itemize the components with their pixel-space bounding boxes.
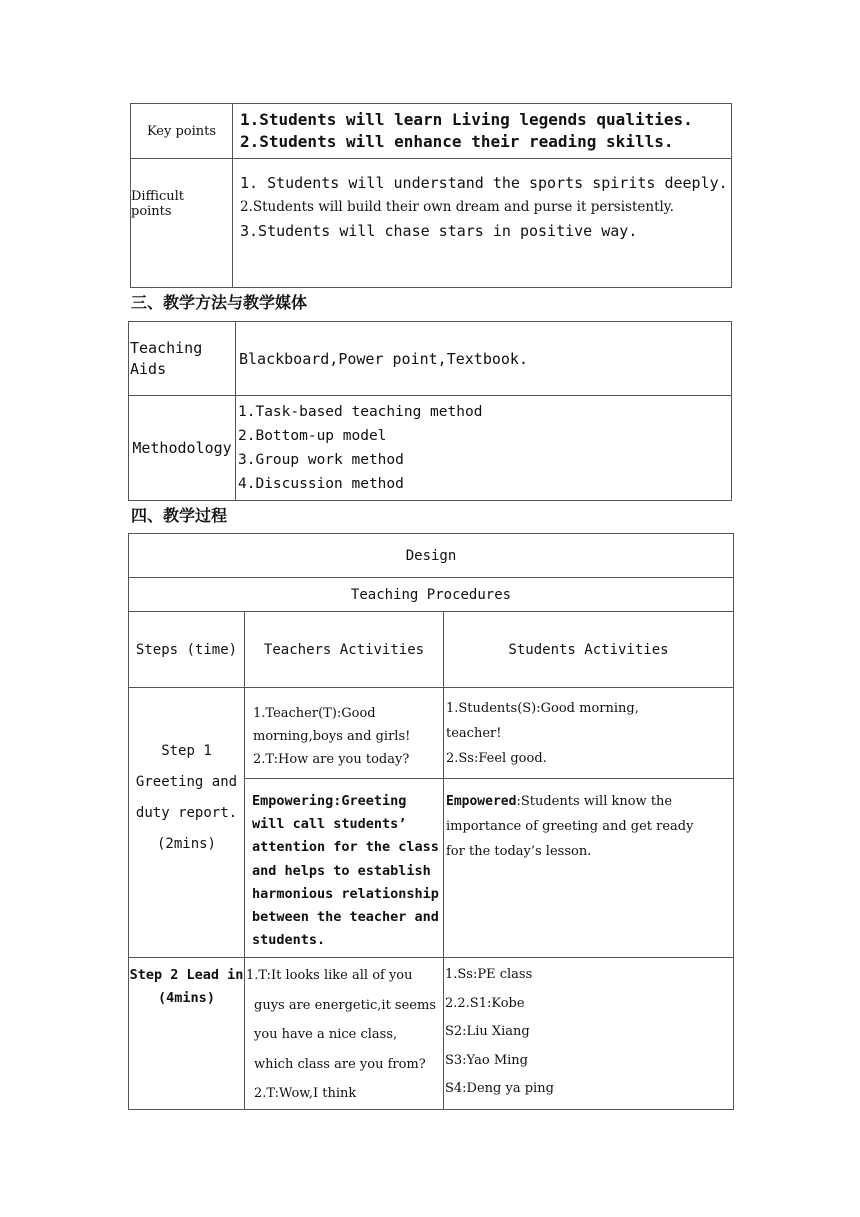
step1-empowering: Empowering:Greeting will call students’ attention for the class and helps to establish harmonious relationship between the teacher and students. [245, 779, 444, 958]
step2-label: Step 2 Lead in (4mins) [129, 958, 245, 1110]
difficult-point-1: 1. Students will understand the sports spirits deeply. [240, 174, 728, 192]
method-3: 3.Group work method [238, 452, 404, 468]
method-4: 4.Discussion method [238, 476, 404, 492]
key-point-2: 2.Students will enhance their reading skills. [240, 132, 674, 151]
step2-teacher-activity: 1.T:It looks like all of you guys are energetic,it seems you have a nice class, which class are you from? 2.T:Wow,I think [245, 958, 444, 1110]
difficult-point-3: 3.Students will chase stars in positive way. [240, 222, 638, 240]
methods-cell [236, 396, 732, 501]
method-2: 2.Bottom-up model [238, 428, 387, 444]
step1-teacher-activity: 1.Teacher(T):Good morning,boys and girls! 2.T:How are you today? [245, 688, 444, 779]
empowered-label: Empowered [446, 794, 517, 809]
key-point-1: 1.Students will learn Living legends qualities. [240, 110, 693, 129]
teachers-activities-header: Teachers Activities [245, 612, 444, 688]
methods-table [128, 321, 732, 501]
students-activities-header: Students Activities [444, 612, 734, 688]
method-1: 1.Task-based teaching method [238, 404, 483, 420]
procedures-table [128, 533, 734, 1110]
teaching-aids-label: Teaching Aids [129, 322, 236, 396]
section4-heading: 四、教学过程 [131, 506, 228, 525]
difficult-points-cell [233, 159, 732, 288]
step1-student-activity: 1.Students(S):Good morning, teacher! 2.Ss:Feel good. [444, 688, 734, 779]
objectives-table [130, 103, 732, 288]
step1-label: Step 1 Greeting and duty report. (2mins) [129, 688, 245, 958]
section3-heading: 三、教学方法与教学媒体 [131, 293, 308, 312]
key-points-cell [233, 104, 732, 159]
key-points-label: Key points [131, 104, 233, 159]
teaching-procedures-header: Teaching Procedures [129, 578, 734, 612]
methodology-label: Methodology [129, 396, 236, 501]
steps-column-header: Steps (time) [129, 612, 245, 688]
step1-empowered: Empowered:Students will know the importance of greeting and get ready for the today’s lesson. [444, 779, 734, 958]
design-header: Design [129, 534, 734, 578]
step2-student-activity: 1.Ss:PE class 2.2.S1:Kobe S2:Liu Xiang S3:Yao Ming S4:Deng ya ping [444, 958, 734, 1110]
difficult-point-2: 2.Students will build their own dream and purse it persistently. [240, 199, 674, 215]
teaching-aids-value: Blackboard,Power point,Textbook. [236, 322, 732, 396]
difficult-points-label: Difficult points [131, 159, 233, 288]
